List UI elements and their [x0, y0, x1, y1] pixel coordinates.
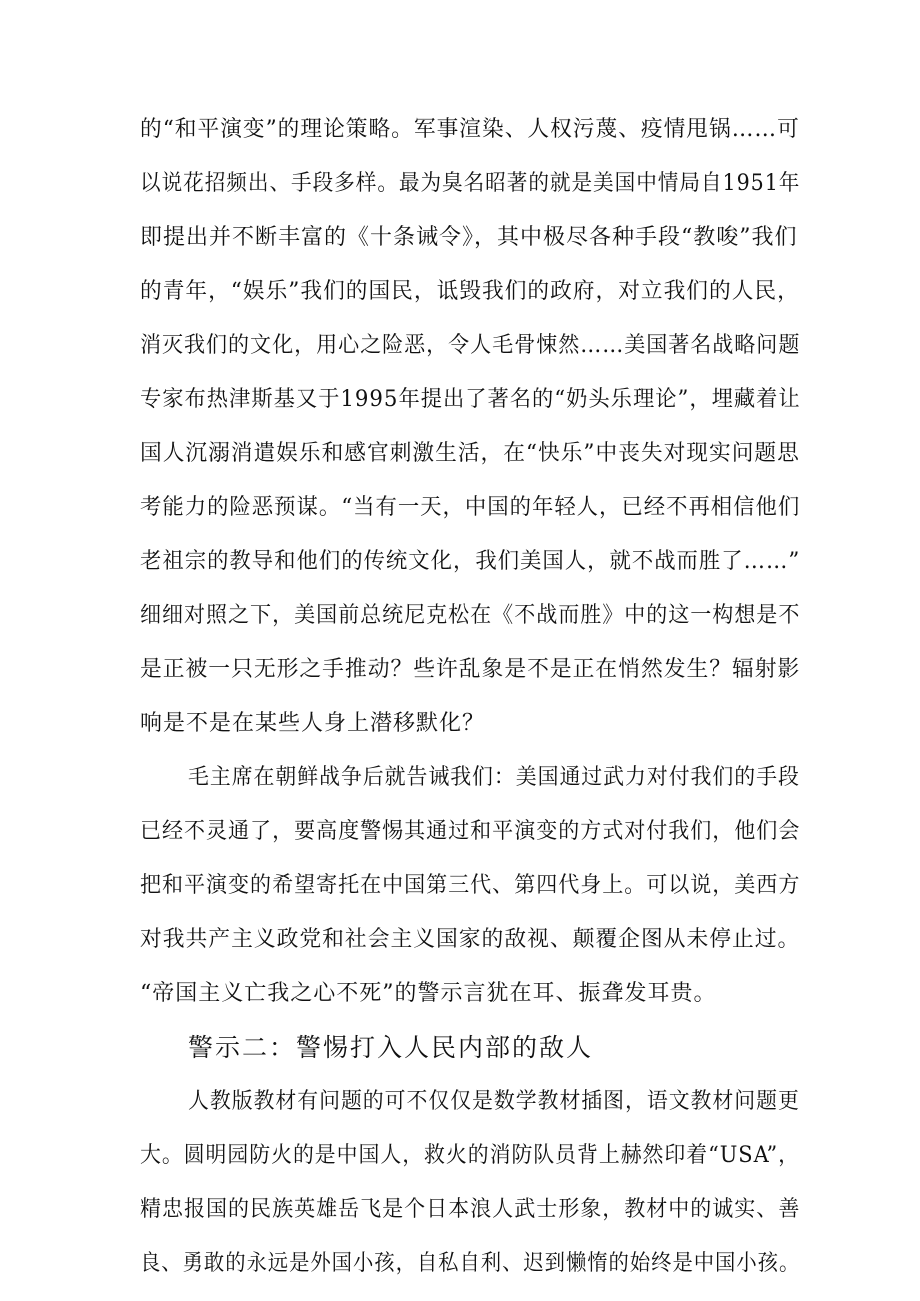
- heading-text: 警示二：警惕打入人民内部的敌人: [188, 1033, 594, 1062]
- text-line: 对我共产主义政党和社会主义国家的敌视、颠覆企图从未停止过。: [140, 927, 801, 952]
- text-line: 大。圆明园防火的是中国人，救火的消防队员背上赫然印着“USA”，: [140, 1143, 801, 1168]
- text-line: 专家布热津斯基又于1995年提出了著名的“奶头乐理论”，埋藏着让: [140, 387, 801, 412]
- text-line: 消灭我们的文化，用心之险恶，令人毛骨悚然……美国著名战略问题: [140, 333, 801, 358]
- text-line: 细细对照之下，美国前总统尼克松在《不战而胜》中的这一构想是不: [140, 603, 801, 628]
- text-line: 毛主席在朝鲜战争后就告诫我们：美国通过武力对付我们的手段: [188, 765, 800, 790]
- text-line: 响是不是在某些人身上潜移默化？: [140, 711, 486, 736]
- text-line: 是正被一只无形之手推动？些许乱象是不是正在悄然发生？辐射影: [140, 657, 801, 682]
- text-line: 已经不灵通了，要高度警惕其通过和平演变的方式对付我们，他们会: [140, 819, 801, 844]
- text-line: 的“和平演变”的理论策略。军事渲染、人权污蔑、疫情甩锅……可: [140, 117, 800, 142]
- text-line: 即提出并不断丰富的《十条诫令》，其中极尽各种手段“教唆”我们: [140, 225, 798, 250]
- text-line: 把和平演变的希望寄托在中国第三代、第四代身上。可以说，美西方: [140, 873, 801, 898]
- text-line: 人教版教材有问题的可不仅仅是数学教材插图，语文教材问题更: [188, 1089, 800, 1114]
- text-line: 老祖宗的教导和他们的传统文化，我们美国人，就不战而胜了……”: [140, 549, 801, 574]
- text-line: 良、勇敢的永远是外国小孩，自私自利、迟到懒惰的始终是中国小孩。: [140, 1251, 801, 1276]
- text-line: 考能力的险恶预谋。“当有一天，中国的年轻人，已经不再相信他们: [140, 495, 801, 520]
- text-line: “帝国主义亡我之心不死”的警示言犹在耳、振聋发耳贵。: [140, 981, 717, 1006]
- text-line: 国人沉溺消遣娱乐和感官刺激生活，在“快乐”中丧失对现实问题思: [140, 441, 800, 466]
- text-line: 精忠报国的民族英雄岳飞是个日本浪人武士形象，教材中的诚实、善: [140, 1197, 801, 1222]
- text-line: 以说花招频出、手段多样。最为臭名昭著的就是美国中情局自1951年: [140, 171, 801, 196]
- text-line: 的青年，“娱乐”我们的国民，诋毁我们的政府，对立我们的人民，: [140, 279, 800, 304]
